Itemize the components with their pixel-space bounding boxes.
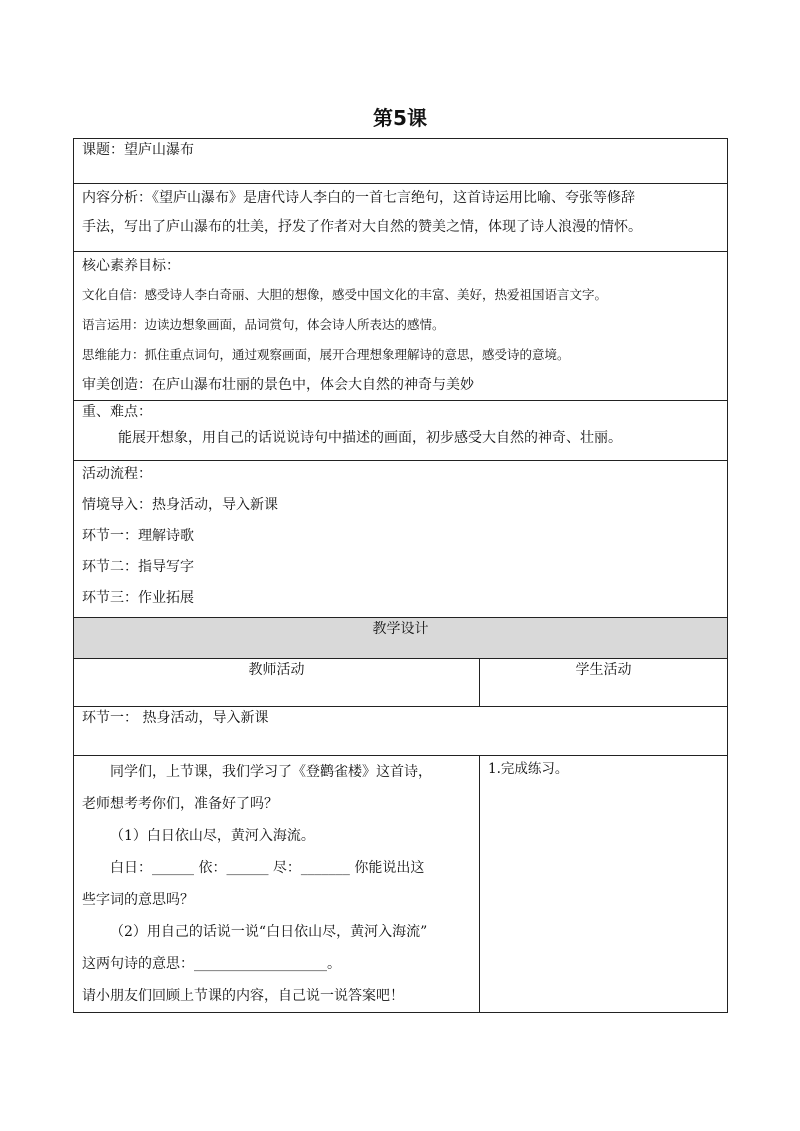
topic-cell: 课题：望庐山瀑布 — [74, 139, 728, 184]
lesson-plan-table — [73, 138, 728, 1013]
section-title: 环节一： 热身活动，导入新课 — [74, 707, 728, 756]
section-row — [74, 707, 728, 756]
key-points-heading: 重、难点： — [82, 404, 152, 420]
teacher-text-line: 这两句诗的意思：___________________。 — [82, 956, 341, 972]
flow-cell — [74, 461, 728, 618]
teacher-text-line: 请小朋友们回顾上节课的内容，自己说一说答案吧！ — [82, 988, 404, 1004]
goal-item: 文化自信：感受诗人李白奇丽、大胆的想像，感受中国文化的丰富、美好，热爱祖国语言文字。 — [82, 287, 608, 302]
teacher-text-line: 些字词的意思吗？ — [82, 892, 194, 908]
flow-row — [74, 461, 728, 618]
content-row — [74, 756, 728, 1013]
analysis-line: 内容分析：《望庐山瀑布》是唐代诗人李白的一首七言绝句，这首诗运用比喻、夸张等修辞 — [82, 190, 635, 206]
teacher-column-header: 教师活动 — [74, 659, 480, 707]
teacher-text-line: （1）白日依山尽，黄河入海流。 — [110, 828, 315, 844]
student-text-line: 1.完成练习。 — [488, 761, 569, 777]
teacher-activity-cell — [74, 756, 480, 1013]
student-column-header: 学生活动 — [480, 659, 728, 707]
student-activity-cell — [480, 756, 728, 1013]
teacher-text-line: 老师想考考你们，准备好了吗？ — [82, 796, 278, 812]
column-header-row — [74, 659, 728, 707]
page-title: 第5课 — [373, 106, 427, 130]
teacher-text-line: （2）用自己的话说一说“白日依山尽，黄河入海流” — [110, 924, 428, 940]
analysis-line: 手法，写出了庐山瀑布的壮美，抒发了作者对大自然的赞美之情，体现了诗人浪漫的情怀。 — [82, 219, 642, 235]
key-points-body: 能展开想象，用自己的话说说诗句中描述的画面，初步感受大自然的神奇、壮丽。 — [118, 430, 622, 446]
design-header-row — [74, 618, 728, 659]
goals-row — [74, 252, 728, 401]
analysis-row — [74, 184, 728, 252]
flow-item: 情境导入：热身活动，导入新课 — [82, 497, 278, 513]
flow-item: 环节二：指导写字 — [82, 559, 194, 575]
goal-item: 语言运用：边读边想象画面，品词赏句，体会诗人所表达的感情。 — [82, 317, 445, 332]
goals-heading: 核心素养目标： — [82, 258, 180, 274]
topic-row — [74, 139, 728, 184]
analysis-cell — [74, 184, 728, 252]
key-points-row — [74, 401, 728, 461]
goal-item: 审美创造：在庐山瀑布壮丽的景色中，体会大自然的神奇与美妙 — [82, 377, 474, 393]
teacher-text-line: 白日：______ 依：______ 尽：_______ 你能说出这 — [110, 860, 425, 876]
flow-item: 环节一：理解诗歌 — [82, 528, 194, 544]
goals-cell — [74, 252, 728, 401]
goal-item: 思维能力：抓住重点词句，通过观察画面，展开合理想象理解诗的意思，感受诗的意境。 — [82, 347, 570, 362]
key-points-cell — [74, 401, 728, 461]
flow-item: 环节三：作业拓展 — [82, 590, 194, 606]
design-header: 教学设计 — [74, 618, 728, 659]
teacher-text-line: 同学们，上节课，我们学习了《登鹳雀楼》这首诗， — [110, 764, 432, 780]
flow-heading: 活动流程： — [82, 466, 152, 482]
